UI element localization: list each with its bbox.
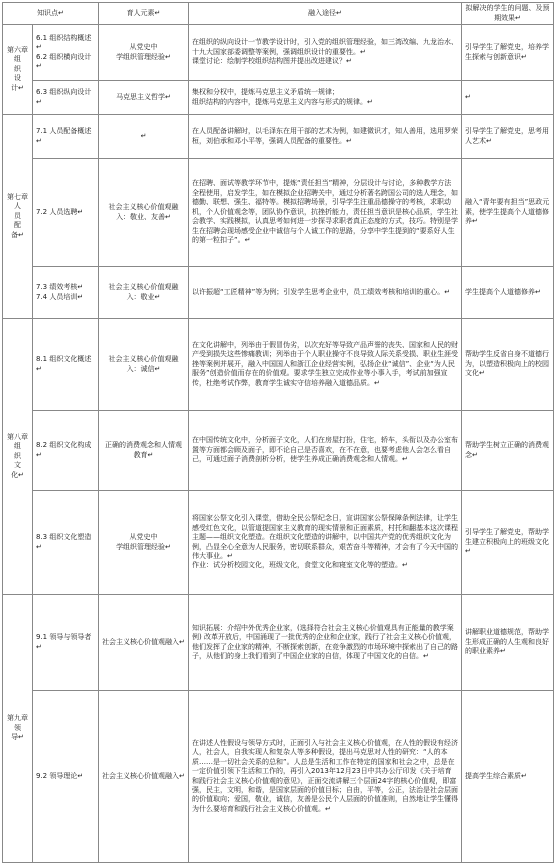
- result-cell: 讲解职业道德规范，帮助学生形成正确的人生观和良好的职业素养↵: [462, 595, 554, 691]
- table-row: [3, 115, 554, 159]
- element-cell: 马克思主义哲学↵: [99, 81, 189, 115]
- element-cell: 社会主义核心价值观融入：敬业、友善↵: [99, 159, 189, 267]
- result-cell: 帮助学生树立正确的消费观念↵: [462, 411, 554, 491]
- header-row: [3, 3, 554, 25]
- path-cell: 以许振超“工匠精神”等为例；引发学生思考企业中，员工绩效考核和培训的重心。↵: [189, 267, 462, 319]
- chapter-8-label: 第八章 组 织 文 化↵: [3, 319, 33, 595]
- header-element: 育人元素↵: [99, 3, 189, 25]
- table-row: [3, 595, 554, 691]
- table-row: [3, 159, 554, 267]
- knowledge-cell: 9.1 领导与领导者↵: [33, 595, 99, 691]
- table-row: [3, 491, 554, 595]
- header-knowledge: 知识点↵: [3, 3, 99, 25]
- element-cell: 社会主义核心价值观融入↵: [99, 691, 189, 863]
- path-cell: 在招聘、面试等教学环节中，提炼“责任担当”精神，分层设计与讨论，多种教学方法全程使用，启发学生，如在模拟企业招聘关中，通过分析著名跨国公司的选人理念，如德勤、联想、强生、福特等。模拟招聘场景，引导学生注重品德操守的考核，求职动机，个人价值观念等，团队协作意识，抗挫折能力，责任担当意识是核心品质，学生社会教学、实践模拟，认真思考如何进一步探寻求职者真正态度的方式，技巧。特别是学生在招聘会现场感受企业中诚信与个人诚工作的思路，分享中学生提到的“要系好人生的第一粒扣子”。↵: [189, 159, 462, 267]
- result-cell: 引导学生了解党史，帮助学生建立积极向上的班级文化↵: [462, 491, 554, 595]
- knowledge-cell: 6.3 组织纵向设计↵: [33, 81, 99, 115]
- curriculum-table: [2, 2, 554, 863]
- element-cell: 从党史中 学组织管理经验↵: [99, 491, 189, 595]
- element-cell: 社会主义核心价值观融入↵: [99, 595, 189, 691]
- knowledge-cell: 7.2 人员选聘↵: [33, 159, 99, 267]
- chapter-9-label: 第九章 领 导↵: [3, 595, 33, 863]
- knowledge-cell: 8.1 组织文化概述↵: [33, 319, 99, 411]
- path-cell: 在人员配备讲解时，以毛泽东在用干部的艺术为例，如建微识才，知人善用，选用罗荣桓，刘伯承和邓小平等，强调人员配备的重要性。↵: [189, 115, 462, 159]
- element-cell: ↵: [99, 115, 189, 159]
- element-cell: 社会主义核心价值观融入：敬业↵: [99, 267, 189, 319]
- knowledge-cell: 7.1 人员配备概述↵: [33, 115, 99, 159]
- path-cell: 将国家公祭文化引入课堂，借助全民公祭纪念日，宣讲国家公祭保障条例法律，让学生感受红色文化，以管道提国家主义教育的现实情景和正面素质，村托和翻基本这次课程主题——组织文化塑造。在组织文化塑造的讲解中，以中国共产党的优秀组织文化为例，凸显全心全意为人民服务，密切联系群众，艰苦奋斗等精神，才会有了今天中国的伟大事业。↵ 作业：试分析校园文化，班级文化，食堂文化和寝室文化等的塑造。↵: [189, 491, 462, 595]
- table-row: [3, 319, 554, 411]
- path-cell: 知识拓展：介绍中外优秀企业家，(选择符合社会主义核心价值观具有正能量的教学案例) 改革开放后，中国涌现了一批优秀的企业和企业家，践行了社会主义核心价值观，他们发挥了企业家的精神，不断探索创新，在竞争激烈的市场环境中探索出了自己的路子，从他们的身上我们看到了中国企业家的自信，体现了中国文化的自信。↵: [189, 595, 462, 691]
- result-cell: 学生提高个人道德修养↵: [462, 267, 554, 319]
- chapter-6-label: 第六章 组 织 设 计↵: [3, 25, 33, 115]
- result-cell: ↵: [462, 81, 554, 115]
- result-cell: 引导学生了解党史，思考用人艺术↵: [462, 115, 554, 159]
- path-cell: 在文化讲解中，列举由于假冒伪劣，以次充好等导致产品声誉的丧失、国家和人民的财产受到损失这些惨痛教训；列举由于个人职业操守不良导致人际关系受损、职业生涯受挫等案例并展开，融入中国国人和浙江企业经营实例，弘扬企业“诚信”、企业“为人民服务”创造价值而存在的价值观。要求学生独立完成作业等小事入手，考试前加强宣传，杜绝考试作弊，教育学生诚实守信培养融入道德品质。↵: [189, 319, 462, 411]
- result-cell: 融入“青年要有担当”思政元素，使学生提高个人道德修养↵: [462, 159, 554, 267]
- knowledge-cell: 6.1 组织结构概述↵ 6.2 组织横向设计↵: [33, 25, 99, 81]
- table-row: [3, 25, 554, 81]
- table-row: [3, 81, 554, 115]
- chapter-7-label: 第七章 人 员 配 备↵: [3, 115, 33, 319]
- knowledge-cell: 8.3 组织文化塑造↵: [33, 491, 99, 595]
- element-cell: 正确的消费观念和人情观教育↵: [99, 411, 189, 491]
- element-cell: 从党史中 学组织管理经验↵: [99, 25, 189, 81]
- result-cell: 帮助学生反省自身不道德行为，以塑造积极向上的校园文化↵: [462, 319, 554, 411]
- table-row: [3, 691, 554, 863]
- result-cell: 引导学生了解党史，培养学生探索与创新意识↵: [462, 25, 554, 81]
- path-cell: 集权和分权中，提炼马克思主义矛盾统一规律； 组织结构的内容中，提炼马克思主义内容与形式的规律。↵: [189, 81, 462, 115]
- element-cell: 社会主义核心价值观融入：诚信↵: [99, 319, 189, 411]
- path-cell: 在组织的纵向设计一节教学设计时，引入党的组织管理经验，如三湾改编、九龙治水、十九大国家部委调整等案例，强调组织设计的重要性。↵ 课堂讨论：绘制学校组织结构图并提出改进建议？↵: [189, 25, 462, 81]
- header-path: 融入途径↵: [189, 3, 462, 25]
- path-cell: 在中国传统文化中，分析面子文化，人们在房屋打扮，住宅，轿车，头衔以及办公室布置等方面都会顾及面子，即不论自己是否喜欢，在不在意，也要考虑他人会怎么看自己，可通过面子消费剖析分析，使学生养成正确消费观念和人情观。↵: [189, 411, 462, 491]
- path-cell: 在讲述人性假设与领导方式时，正面引入与社会主义核心价值观，在人性的假设有经济人，社会人，自我实现人和复杂人等多种假设，提出马克思对人性的研究：“人的本质……是一切社会关系的总和”。人总是生活和工作在特定的国家和社会之中，总是在一定价值引领下生活和工作的，再引入2013年12月23日中共办公厅印发《关于培育和践行社会主义核心价值观的意见》，正面交流讲解三个层面24字的核心价值观，即富强，民主，文明，和谐，是国家层面的价值目标；自由，平等，公正，法治是社会层面的价值取向；爱国，敬业，诚信，友善是公民个人层面的价值准则，自然地让学生懂得为什么要培育和践行社会主义核心价值观。↵: [189, 691, 462, 863]
- table-row: [3, 411, 554, 491]
- knowledge-cell: 8.2 组织文化构成↵: [33, 411, 99, 491]
- result-cell: 提高学生综合素质↵: [462, 691, 554, 863]
- knowledge-cell: 9.2 领导理论↵: [33, 691, 99, 863]
- table-row: [3, 267, 554, 319]
- header-result: 拟解决的学生的问题、及预期效果↵: [462, 3, 554, 25]
- knowledge-cell: 7.3 绩效考核↵ 7.4 人员培训↵: [33, 267, 99, 319]
